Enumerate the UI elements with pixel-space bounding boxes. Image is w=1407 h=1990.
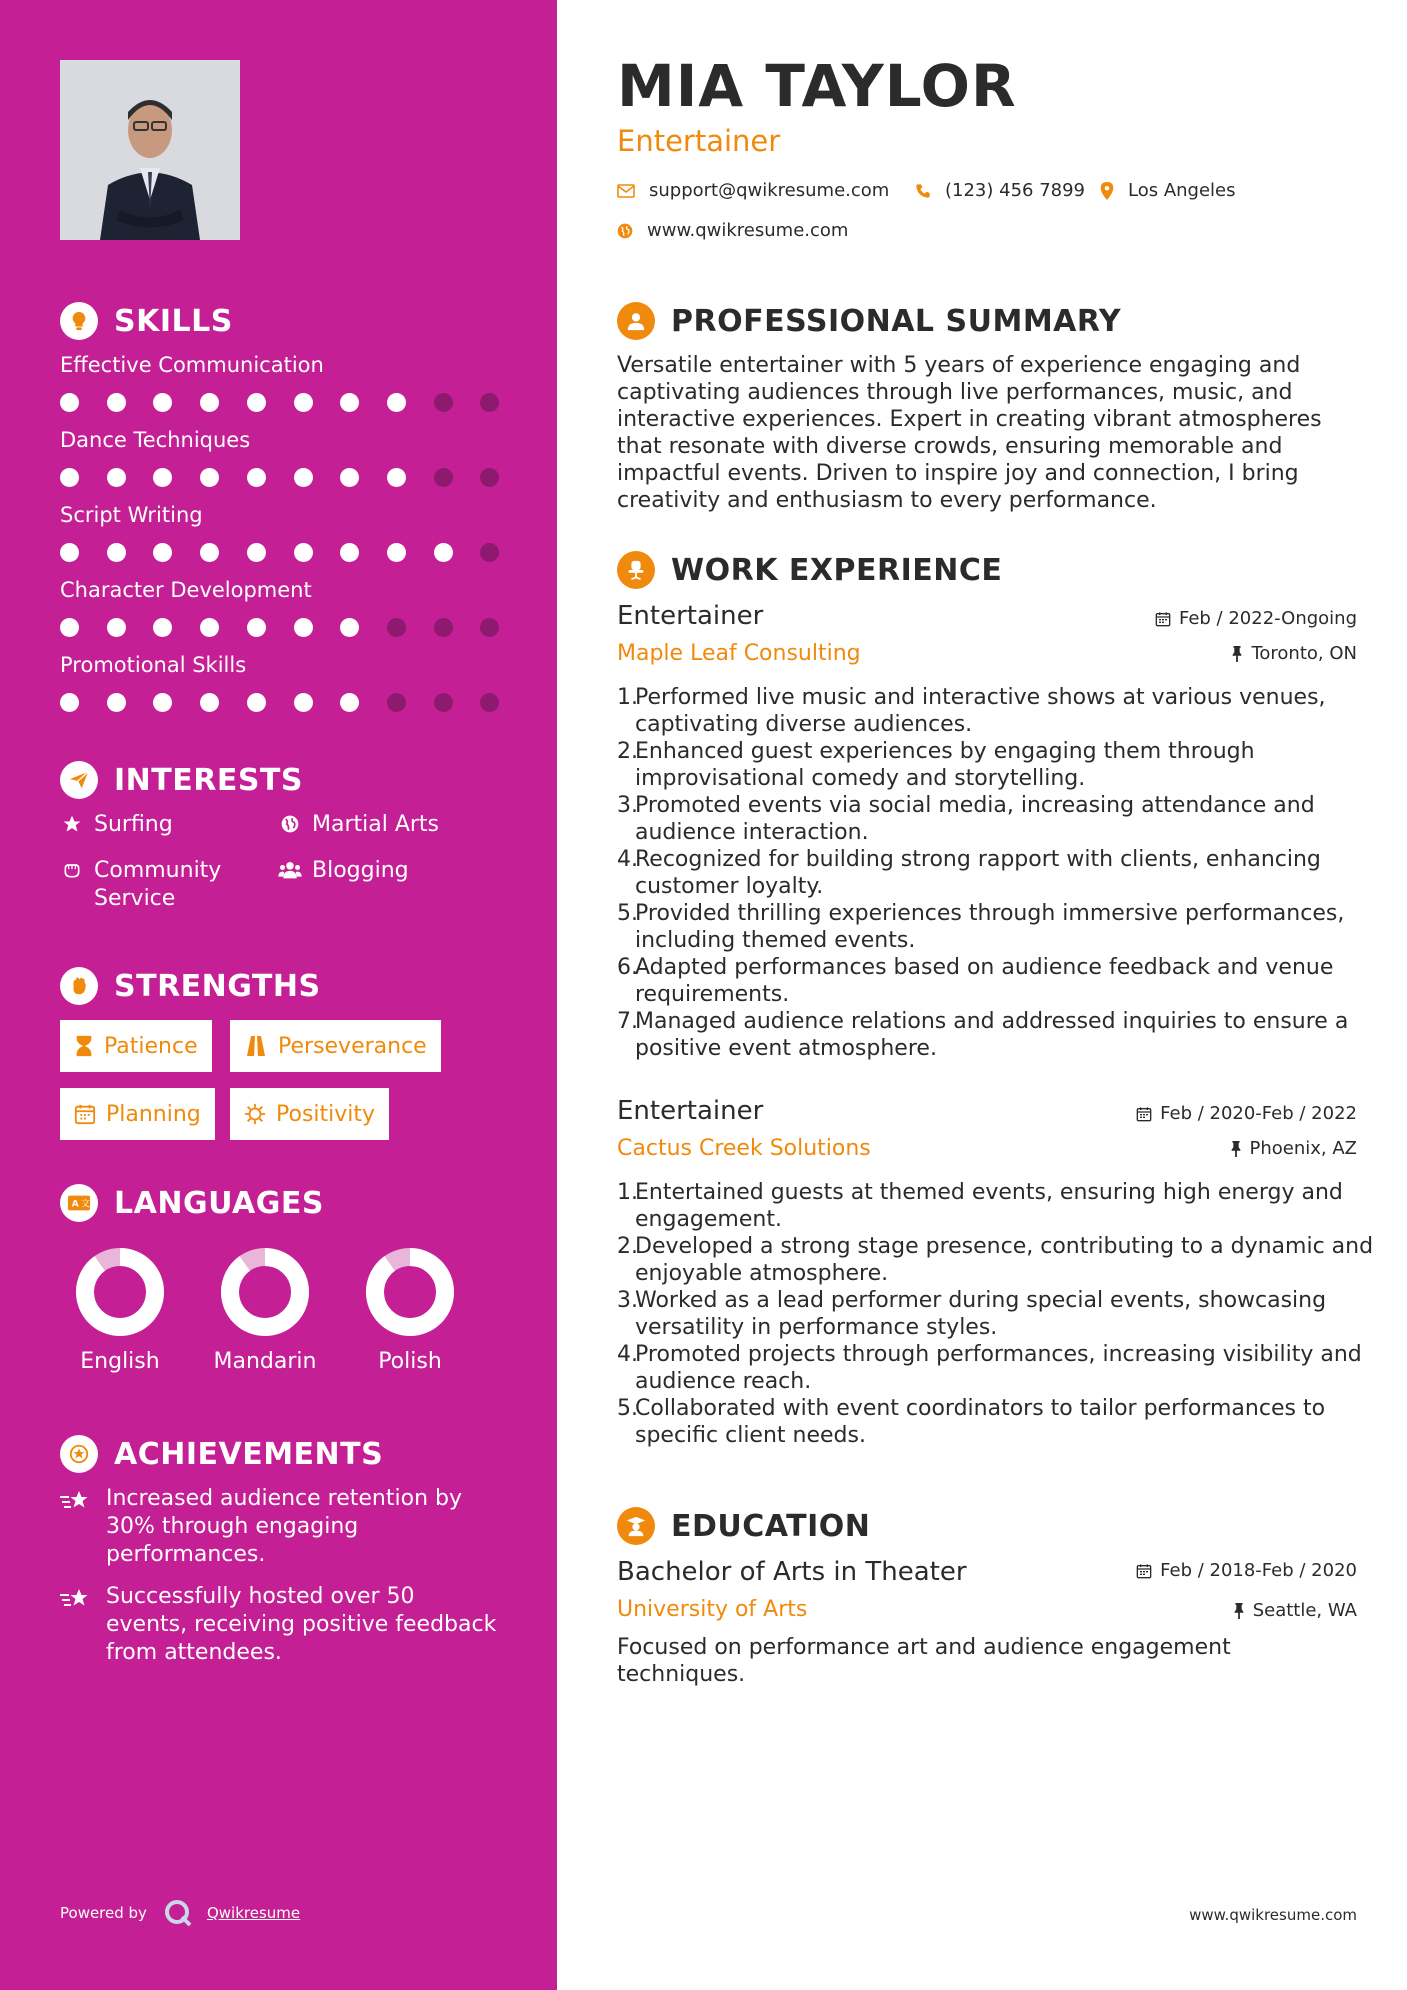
map-pin-icon	[1100, 182, 1114, 200]
languages-heading	[60, 1184, 324, 1222]
language-name: English	[80, 1349, 160, 1374]
interest-label: Community Service	[94, 858, 222, 911]
envelope-icon	[617, 184, 635, 198]
education-text: Focused on performance art and audience engagement techniques.	[617, 1635, 1231, 1687]
list-item	[617, 1395, 1377, 1449]
rating-dot-empty	[434, 393, 453, 412]
list-text: Adapted performances based on audience feedback and venue requirements.	[635, 955, 1334, 1007]
trophy-star-icon	[60, 1435, 98, 1473]
education-title: EDUCATION	[671, 1508, 871, 1544]
rating-dot-filled	[434, 543, 453, 562]
sidebar	[0, 0, 557, 1990]
list-number: 7.	[617, 1009, 638, 1034]
list-number: 3.	[617, 1288, 638, 1313]
candidate-role: Entertainer	[617, 124, 781, 158]
pushpin-icon	[1231, 646, 1243, 662]
school-name: University of Arts	[617, 1597, 808, 1622]
rating-dot-filled	[200, 693, 219, 712]
language-name: Polish	[378, 1349, 442, 1374]
location-text: Los Angeles	[1128, 180, 1236, 201]
list-number: 4.	[617, 1342, 638, 1367]
interest-label: Martial Arts	[312, 812, 440, 837]
rating-dot-filled	[340, 618, 359, 637]
calendar-icon	[1136, 1106, 1152, 1122]
summary-text: Versatile entertainer with 5 years of experience engaging and captivating audiences through live performances, music, and interactive experiences. Expert in creating vibrant atmospheres that resonate with diverse crowds, ensuring memorable and impactful events. Driven to inspire joy and connection, I bring creativity and enthusiasm to every performance.	[617, 353, 1322, 513]
language-item	[200, 1247, 330, 1374]
list-text: Promoted projects through performances, increasing visibility and audience reach.	[635, 1342, 1362, 1394]
graduate-icon	[617, 1507, 655, 1545]
users-icon	[278, 857, 302, 885]
strength-label: Perseverance	[278, 1033, 427, 1059]
star-icon	[60, 811, 84, 839]
skill-item	[60, 575, 500, 639]
powered-by-label: Powered by	[60, 1904, 147, 1922]
contact-phone	[915, 180, 1085, 201]
list-text: Managed audience relations and addressed inquiries to ensure a positive event atmosphere.	[635, 1009, 1349, 1061]
user-icon	[617, 302, 655, 340]
email-text[interactable]: support@qwikresume.com	[649, 180, 890, 201]
list-text: Worked as a lead performer during special events, showcasing versatility in performance styles.	[635, 1288, 1327, 1340]
language-proficiency-ring	[220, 1247, 310, 1337]
degree-title: Bachelor of Arts in Theater	[617, 1557, 967, 1587]
skill-rating	[60, 392, 500, 414]
list-item	[617, 1179, 1377, 1233]
rating-dot-filled	[107, 543, 126, 562]
skill-rating	[60, 617, 500, 639]
rating-dot-filled	[387, 468, 406, 487]
achievement-item	[60, 1485, 500, 1569]
rating-dot-empty	[480, 693, 499, 712]
strength-badge	[60, 1020, 212, 1072]
rating-dot-filled	[340, 543, 359, 562]
rating-dot-filled	[107, 618, 126, 637]
interests-heading	[60, 761, 303, 799]
rating-dot-filled	[294, 618, 313, 637]
rating-dot-filled	[247, 543, 266, 562]
skill-rating	[60, 692, 500, 714]
hourglass-icon	[74, 1035, 94, 1057]
rating-dot-filled	[153, 693, 172, 712]
rating-dot-filled	[294, 393, 313, 412]
svg-text:文: 文	[80, 1198, 91, 1210]
list-number: 5.	[617, 1396, 638, 1421]
language-item	[55, 1247, 185, 1374]
education-heading	[617, 1507, 870, 1545]
interest-item	[60, 857, 260, 913]
education-dates-text: Feb / 2018-Feb / 2020	[1160, 1560, 1357, 1581]
phone-text: (123) 456 7899	[945, 180, 1086, 201]
job-company: Cactus Creek Solutions	[617, 1136, 871, 1161]
skill-item	[60, 650, 500, 714]
shooting-star-icon	[60, 1583, 96, 1667]
rating-dot-empty	[434, 468, 453, 487]
rating-dot-filled	[387, 393, 406, 412]
job-dates	[1155, 608, 1357, 629]
job-responsibilities	[617, 1179, 1377, 1449]
office-chair-icon	[617, 551, 655, 589]
rating-dot-filled	[107, 693, 126, 712]
contact-location	[1100, 180, 1236, 201]
list-text: Developed a strong stage presence, contributing to a dynamic and enjoyable atmosphere.	[635, 1234, 1374, 1286]
job-title: Entertainer	[617, 1096, 764, 1126]
calendar-icon	[1136, 1563, 1152, 1579]
skills-heading	[60, 302, 233, 340]
qwikresume-link[interactable]: Qwikresume	[206, 1904, 301, 1922]
strength-label: Positivity	[276, 1101, 376, 1127]
list-text: Provided thrilling experiences through immersive performances, including themed events.	[635, 901, 1345, 953]
list-number: 2.	[617, 1234, 638, 1259]
rating-dot-filled	[247, 468, 266, 487]
rating-dot-filled	[60, 543, 79, 562]
language-icon	[60, 1184, 98, 1222]
rating-dot-filled	[153, 393, 172, 412]
rating-dot-filled	[200, 393, 219, 412]
list-number: 3.	[617, 793, 638, 818]
skill-item	[60, 500, 500, 564]
rating-dot-empty	[434, 693, 453, 712]
calendar-icon	[1155, 611, 1171, 627]
job-responsibilities	[617, 684, 1377, 1062]
job-location	[1230, 1138, 1358, 1159]
list-item	[617, 1341, 1377, 1395]
main-content	[557, 0, 1407, 1990]
strength-badge	[60, 1088, 215, 1140]
interests-title: INTERESTS	[114, 762, 303, 798]
rating-dot-empty	[480, 618, 499, 637]
list-item	[617, 846, 1377, 900]
language-proficiency-ring	[75, 1247, 165, 1337]
rating-dot-filled	[153, 543, 172, 562]
job-location	[1231, 643, 1357, 664]
shooting-star-icon	[60, 1485, 96, 1569]
skill-item	[60, 350, 500, 414]
rating-dot-empty	[480, 468, 499, 487]
list-item	[617, 792, 1377, 846]
summary-title: PROFESSIONAL SUMMARY	[671, 303, 1122, 339]
list-text: Promoted events via social media, increasing attendance and audience interaction.	[635, 793, 1315, 845]
rating-dot-filled	[294, 543, 313, 562]
rating-dot-filled	[60, 693, 79, 712]
road-icon	[244, 1036, 268, 1056]
list-text: Collaborated with event coordinators to tailor performances to specific client needs.	[635, 1396, 1326, 1448]
experience-heading	[617, 551, 1002, 589]
skill-name: Promotional Skills	[60, 653, 247, 677]
rating-dot-filled	[340, 393, 359, 412]
skill-name: Dance Techniques	[60, 428, 251, 452]
pushpin-icon	[1233, 1603, 1245, 1619]
contact-website	[617, 220, 848, 241]
list-text: Entertained guests at themed events, ensuring high energy and engagement.	[635, 1180, 1343, 1232]
languages-title: LANGUAGES	[114, 1185, 324, 1221]
rating-dot-filled	[153, 468, 172, 487]
rating-dot-empty	[387, 693, 406, 712]
language-name: Mandarin	[213, 1349, 317, 1374]
experience-title: WORK EXPERIENCE	[671, 552, 1003, 588]
rating-dot-empty	[480, 393, 499, 412]
achievements-heading	[60, 1435, 383, 1473]
interest-label: Surfing	[94, 812, 173, 837]
rating-dot-filled	[294, 693, 313, 712]
sun-icon	[244, 1103, 266, 1125]
education-location	[1233, 1600, 1357, 1621]
rating-dot-empty	[480, 543, 499, 562]
skills-title: SKILLS	[114, 303, 233, 339]
candidate-name: MIA TAYLOR	[617, 52, 1017, 120]
skill-name: Character Development	[60, 578, 312, 602]
list-item	[617, 1008, 1377, 1062]
calendar-icon	[74, 1103, 96, 1125]
strength-label: Planning	[106, 1101, 201, 1127]
profile-photo	[60, 60, 240, 240]
job-dates-text: Feb / 2022-Ongoing	[1178, 608, 1357, 629]
strengths-title: STRENGTHS	[114, 968, 321, 1004]
job-location-text: Phoenix, AZ	[1249, 1138, 1357, 1159]
list-number: 4.	[617, 847, 638, 872]
rating-dot-filled	[200, 543, 219, 562]
rating-dot-filled	[60, 468, 79, 487]
powered-by	[60, 1898, 300, 1928]
svg-text:A: A	[71, 1198, 79, 1210]
skill-item	[60, 425, 500, 489]
job-dates-text: Feb / 2020-Feb / 2022	[1160, 1103, 1357, 1124]
list-item	[617, 954, 1377, 1008]
language-item	[345, 1247, 475, 1374]
list-item	[617, 738, 1377, 792]
list-text: Recognized for building strong rapport with clients, enhancing customer loyalty.	[635, 847, 1321, 899]
rating-dot-filled	[247, 393, 266, 412]
globe-icon	[278, 811, 302, 839]
achievement-item	[60, 1583, 500, 1667]
strengths-heading	[60, 967, 321, 1005]
strength-label: Patience	[104, 1033, 198, 1059]
rating-dot-filled	[153, 618, 172, 637]
strength-badge	[230, 1020, 441, 1072]
fist-icon	[60, 967, 98, 1005]
rating-dot-filled	[294, 468, 313, 487]
list-number: 1.	[617, 1180, 638, 1205]
achievement-text: Increased audience retention by 30% through engaging performances.	[106, 1486, 462, 1567]
list-number: 1.	[617, 685, 638, 710]
strength-badge	[230, 1088, 389, 1140]
rating-dot-filled	[107, 468, 126, 487]
education-location-text: Seattle, WA	[1252, 1600, 1357, 1621]
language-proficiency-ring	[365, 1247, 455, 1337]
rating-dot-filled	[107, 393, 126, 412]
education-dates	[1136, 1560, 1357, 1581]
contact-email	[617, 180, 889, 201]
rating-dot-filled	[60, 618, 79, 637]
list-number: 6.	[617, 955, 638, 980]
interest-item	[278, 857, 409, 885]
job-company: Maple Leaf Consulting	[617, 641, 861, 666]
rating-dot-filled	[200, 468, 219, 487]
job-title: Entertainer	[617, 601, 764, 631]
list-number: 2.	[617, 739, 638, 764]
qwikresume-logo-icon	[163, 1898, 193, 1928]
interest-label: Blogging	[312, 858, 409, 883]
list-item	[617, 684, 1377, 738]
list-text: Enhanced guest experiences by engaging them through improvisational comedy and storytelling.	[635, 739, 1255, 791]
skill-rating	[60, 467, 500, 489]
interest-item	[278, 811, 439, 839]
website-text[interactable]: www.qwikresume.com	[647, 220, 849, 241]
rating-dot-filled	[340, 468, 359, 487]
list-number: 5.	[617, 901, 638, 926]
job-location-text: Toronto, ON	[1251, 643, 1357, 664]
interest-item	[60, 811, 173, 839]
rating-dot-empty	[387, 618, 406, 637]
rating-dot-filled	[387, 543, 406, 562]
footer-url[interactable]: www.qwikresume.com	[1189, 1906, 1357, 1924]
pushpin-icon	[1230, 1141, 1242, 1157]
lightbulb-icon	[60, 302, 98, 340]
rating-dot-filled	[200, 618, 219, 637]
paper-plane-icon	[60, 761, 98, 799]
rating-dot-filled	[247, 618, 266, 637]
job-dates	[1136, 1103, 1357, 1124]
globe-icon	[617, 223, 633, 239]
skill-name: Effective Communication	[60, 353, 324, 377]
achievement-text: Successfully hosted over 50 events, receiving positive feedback from attendees.	[106, 1584, 497, 1665]
rating-dot-filled	[340, 693, 359, 712]
phone-icon	[915, 183, 931, 199]
list-text: Performed live music and interactive shows at various venues, captivating diverse audiences.	[635, 685, 1326, 737]
rating-dot-filled	[247, 693, 266, 712]
rating-dot-empty	[434, 618, 453, 637]
summary-heading	[617, 302, 1121, 340]
list-item	[617, 1287, 1377, 1341]
achievements-title: ACHIEVEMENTS	[114, 1436, 384, 1472]
hand-icon	[60, 857, 84, 913]
skill-name: Script Writing	[60, 503, 203, 527]
rating-dot-filled	[60, 393, 79, 412]
skill-rating	[60, 542, 500, 564]
list-item	[617, 1233, 1377, 1287]
list-item	[617, 900, 1377, 954]
